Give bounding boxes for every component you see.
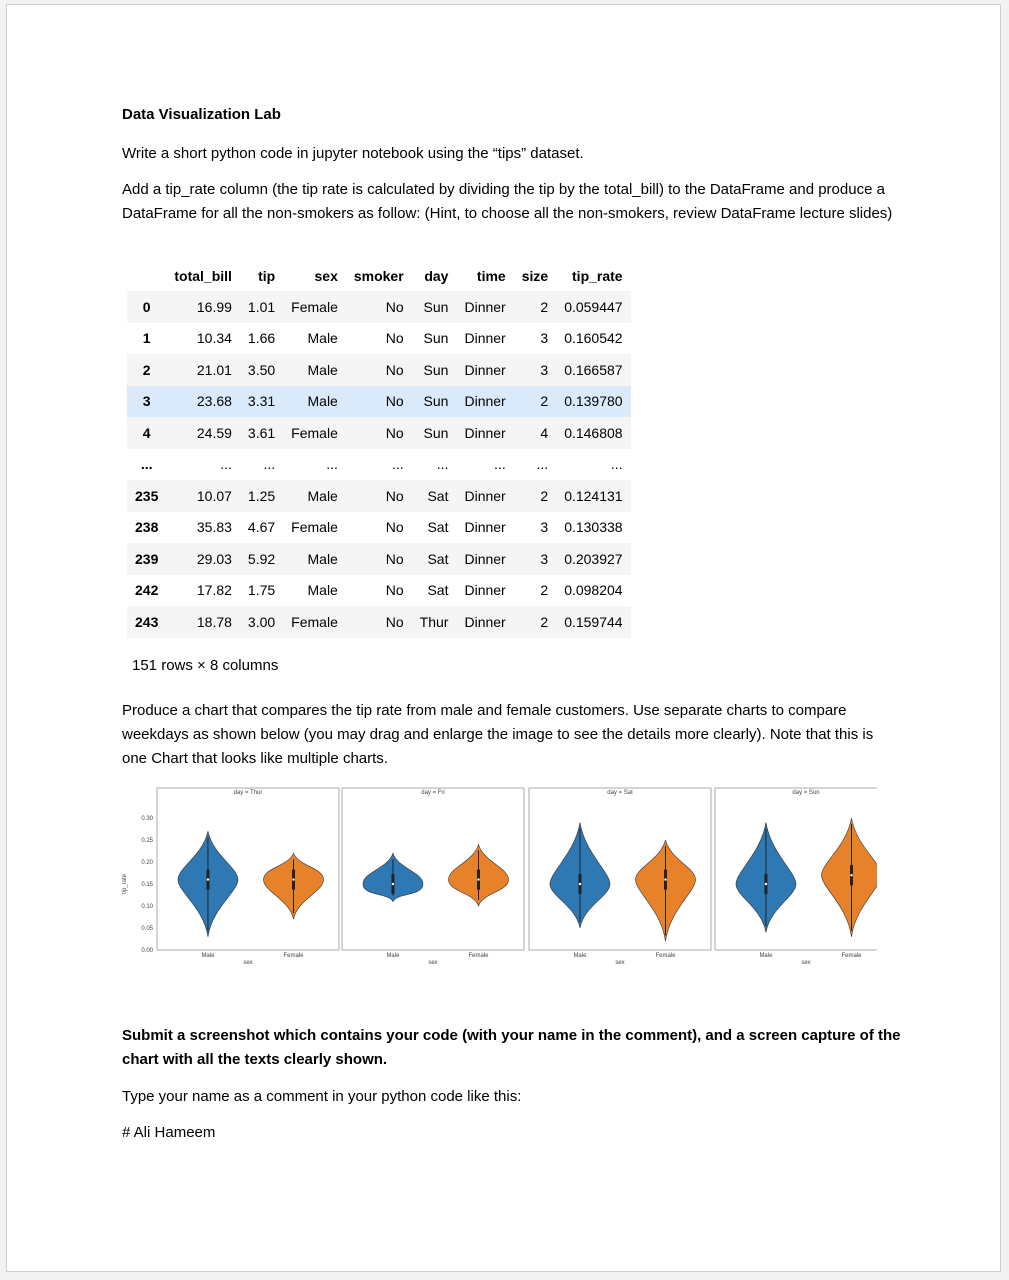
- table-cell: Male: [283, 386, 346, 418]
- table-header-row: [127, 261, 631, 291]
- table-cell: Sun: [412, 291, 457, 323]
- table-row: [127, 606, 631, 638]
- violin-median: [664, 878, 666, 880]
- dataframe-table: [127, 261, 631, 638]
- document-page: [6, 4, 1001, 1272]
- y-tick-label: 0.05: [141, 926, 153, 932]
- table-cell: No: [346, 480, 412, 512]
- table-cell: Sun: [412, 417, 457, 449]
- table-row: [127, 449, 631, 481]
- table-cell: 1.01: [240, 291, 283, 323]
- table-cell: Male: [307, 582, 338, 599]
- row-index: 243: [127, 606, 166, 638]
- table-cell: 23.68: [166, 386, 240, 418]
- table-row: [127, 543, 631, 575]
- row-index: 239: [127, 543, 166, 575]
- instructions-paragraph: Add a tip_rate column (the tip rate is calculated by dividing the tip by the total_bill) to the DataFrame and produce a DataFrame for all the non-smokers as follow: (Hint, to choose all the non-smokers, review DataFrame lecture slides): [122, 181, 893, 222]
- table-cell: 3: [514, 543, 556, 575]
- table-row: [127, 480, 631, 512]
- table-cell: 0.160542: [564, 330, 623, 347]
- x-axis-label: sex: [615, 960, 625, 966]
- violin-median: [292, 878, 294, 880]
- table-cell: ...: [536, 456, 549, 473]
- table-cell: 0.146808: [556, 417, 630, 449]
- column-header: tip: [258, 268, 276, 284]
- table-cell: 0.166587: [556, 354, 630, 386]
- table-cell: 0.159744: [556, 606, 630, 638]
- panel-title: day = Sun: [792, 790, 820, 796]
- y-axis-label: tip_rate: [122, 873, 128, 895]
- row-index: 4: [127, 417, 166, 449]
- table-cell: 3: [514, 354, 556, 386]
- table-cell: 18.78: [166, 606, 240, 638]
- table-cell: ...: [610, 456, 623, 473]
- column-header: day: [424, 268, 449, 284]
- table-cell: 0.098204: [564, 582, 623, 599]
- table-cell: 2: [514, 606, 556, 638]
- table-cell: 10.07: [166, 480, 240, 512]
- y-tick-label: 0.00: [141, 948, 153, 954]
- column-header: size: [521, 268, 549, 284]
- table-cell: 0.203927: [556, 543, 630, 575]
- table-cell: 1.66: [247, 330, 276, 347]
- table-cell: 2: [514, 480, 556, 512]
- x-axis-label: sex: [243, 960, 253, 966]
- comment-example: # Ali Hameem: [122, 1124, 216, 1141]
- table-row: [127, 291, 631, 323]
- y-tick-label: 0.10: [141, 904, 153, 910]
- x-tick-label: Male: [201, 953, 215, 959]
- chart-instructions: Produce a chart that compares the tip rate from male and female customers. Use separate charts to compare weekdays as shown below (you may drag and enlarge the image to see the details more clearly). Note that this is one Chart that looks like multiple charts.: [122, 702, 874, 767]
- column-header: total_bill: [174, 268, 232, 284]
- table-cell: 0.130338: [564, 519, 623, 536]
- y-tick-label: 0.25: [141, 838, 153, 844]
- panel-title: day = Thur: [233, 790, 263, 796]
- table-cell: 16.99: [166, 291, 240, 323]
- table-cell: Sun: [412, 386, 457, 418]
- column-header: tip_rate: [572, 268, 623, 284]
- violin-median: [850, 874, 852, 876]
- x-tick-label: Male: [573, 953, 587, 959]
- doc-title: Data Visualization Lab: [122, 106, 281, 123]
- table-cell: No: [346, 543, 412, 575]
- table-cell: 3.61: [240, 417, 283, 449]
- x-tick-label: Female: [655, 953, 676, 959]
- table-cell: 2: [540, 582, 549, 599]
- table-cell: ...: [436, 456, 449, 473]
- table-cell: Dinner: [456, 543, 513, 575]
- table-cell: Sun: [423, 330, 449, 347]
- x-tick-label: Male: [759, 953, 773, 959]
- table-cell: Sat: [412, 480, 457, 512]
- violin-chart: [117, 780, 877, 975]
- table-row: [127, 575, 631, 607]
- table-cell: 0.124131: [556, 480, 630, 512]
- table-cell: Dinner: [456, 386, 513, 418]
- table-cell: 3.50: [240, 354, 283, 386]
- table-cell: 4: [514, 417, 556, 449]
- x-tick-label: Female: [283, 953, 304, 959]
- violin-median: [477, 878, 479, 880]
- row-index: 242: [135, 582, 159, 599]
- table-row: [127, 323, 631, 355]
- table-cell: 21.01: [166, 354, 240, 386]
- table-cell: ...: [494, 456, 506, 473]
- table-cell: No: [346, 606, 412, 638]
- table-cell: No: [346, 291, 412, 323]
- table-cell: Dinner: [456, 606, 513, 638]
- panel-title: day = Fri: [421, 790, 445, 796]
- dataframe-shape: 151 rows × 8 columns: [132, 657, 279, 674]
- table-cell: No: [346, 386, 412, 418]
- table-cell: Dinner: [464, 519, 506, 536]
- type-name-instructions: Type your name as a comment in your python code like this:: [122, 1088, 522, 1105]
- table-cell: 1.25: [240, 480, 283, 512]
- table-cell: ...: [220, 456, 232, 473]
- table-body: [127, 291, 631, 638]
- table-cell: Sun: [412, 354, 457, 386]
- table-cell: Female: [283, 606, 346, 638]
- x-tick-label: Female: [468, 953, 489, 959]
- table-cell: ...: [326, 456, 338, 473]
- row-index: 235: [127, 480, 166, 512]
- table-cell: No: [385, 582, 404, 599]
- violin-median: [579, 883, 581, 885]
- table-cell: No: [385, 519, 404, 536]
- violin-median: [207, 878, 209, 880]
- table-cell: No: [346, 354, 412, 386]
- table-cell: 3.31: [240, 386, 283, 418]
- panel-title: day = Sat: [607, 790, 633, 796]
- table-cell: Dinner: [456, 354, 513, 386]
- row-index: 238: [135, 519, 159, 536]
- table-cell: Male: [283, 480, 346, 512]
- table-cell: 3.00: [240, 606, 283, 638]
- submit-instructions: Submit a screenshot which contains your code (with your name in the comment), and a screen capture of the chart with all the texts clearly shown.: [122, 1027, 901, 1068]
- intro-paragraph: Write a short python code in jupyter notebook using the “tips” dataset.: [122, 145, 584, 162]
- table-cell: 3: [540, 519, 549, 536]
- table-cell: ...: [392, 456, 404, 473]
- table-cell: 17.82: [196, 582, 232, 599]
- table-cell: 35.83: [196, 519, 232, 536]
- table-row: [127, 512, 631, 544]
- table-cell: Female: [291, 519, 338, 536]
- row-index: 0: [127, 291, 166, 323]
- table-cell: Dinner: [456, 480, 513, 512]
- table-cell: 2: [514, 386, 556, 418]
- table-cell: Dinner: [464, 330, 506, 347]
- table-cell: Dinner: [456, 417, 513, 449]
- row-index: 1: [142, 330, 151, 347]
- table-row: [127, 354, 631, 386]
- column-header: [127, 261, 166, 291]
- x-tick-label: Female: [841, 953, 862, 959]
- table-cell: Female: [283, 291, 346, 323]
- x-axis-label: sex: [428, 960, 438, 966]
- table-cell: Dinner: [464, 582, 506, 599]
- violin-median: [765, 883, 767, 885]
- x-axis-label: sex: [801, 960, 811, 966]
- violin-median: [392, 883, 394, 885]
- column-header: smoker: [353, 268, 404, 284]
- table-cell: Male: [307, 330, 338, 347]
- table-cell: No: [385, 330, 404, 347]
- table-cell: Thur: [412, 606, 457, 638]
- table-cell: 2: [514, 291, 556, 323]
- violin-female: [822, 818, 878, 937]
- row-index: ...: [140, 456, 153, 473]
- table-cell: 0.059447: [556, 291, 630, 323]
- row-index: 2: [127, 354, 166, 386]
- x-tick-label: Male: [386, 953, 400, 959]
- row-index: 3: [127, 386, 166, 418]
- table-cell: 3: [540, 330, 549, 347]
- table-cell: 10.34: [196, 330, 232, 347]
- table-cell: Sat: [427, 519, 449, 536]
- table-cell: ...: [263, 456, 276, 473]
- table-row: [127, 386, 631, 418]
- column-header: sex: [314, 268, 338, 284]
- table-cell: 5.92: [240, 543, 283, 575]
- table-cell: Male: [283, 543, 346, 575]
- y-tick-label: 0.20: [141, 860, 153, 866]
- y-tick-label: 0.30: [141, 816, 153, 822]
- table-cell: Male: [283, 354, 346, 386]
- table-cell: 24.59: [166, 417, 240, 449]
- table-row: [127, 417, 631, 449]
- table-cell: 29.03: [166, 543, 240, 575]
- table-cell: Sat: [412, 543, 457, 575]
- table-cell: No: [346, 417, 412, 449]
- y-tick-label: 0.15: [141, 882, 153, 888]
- table-cell: 4.67: [247, 519, 276, 536]
- table-cell: Sat: [427, 582, 449, 599]
- table-cell: 1.75: [247, 582, 276, 599]
- table-cell: Female: [283, 417, 346, 449]
- table-cell: 0.139780: [556, 386, 630, 418]
- table-cell: Dinner: [456, 291, 513, 323]
- column-header: time: [476, 268, 506, 284]
